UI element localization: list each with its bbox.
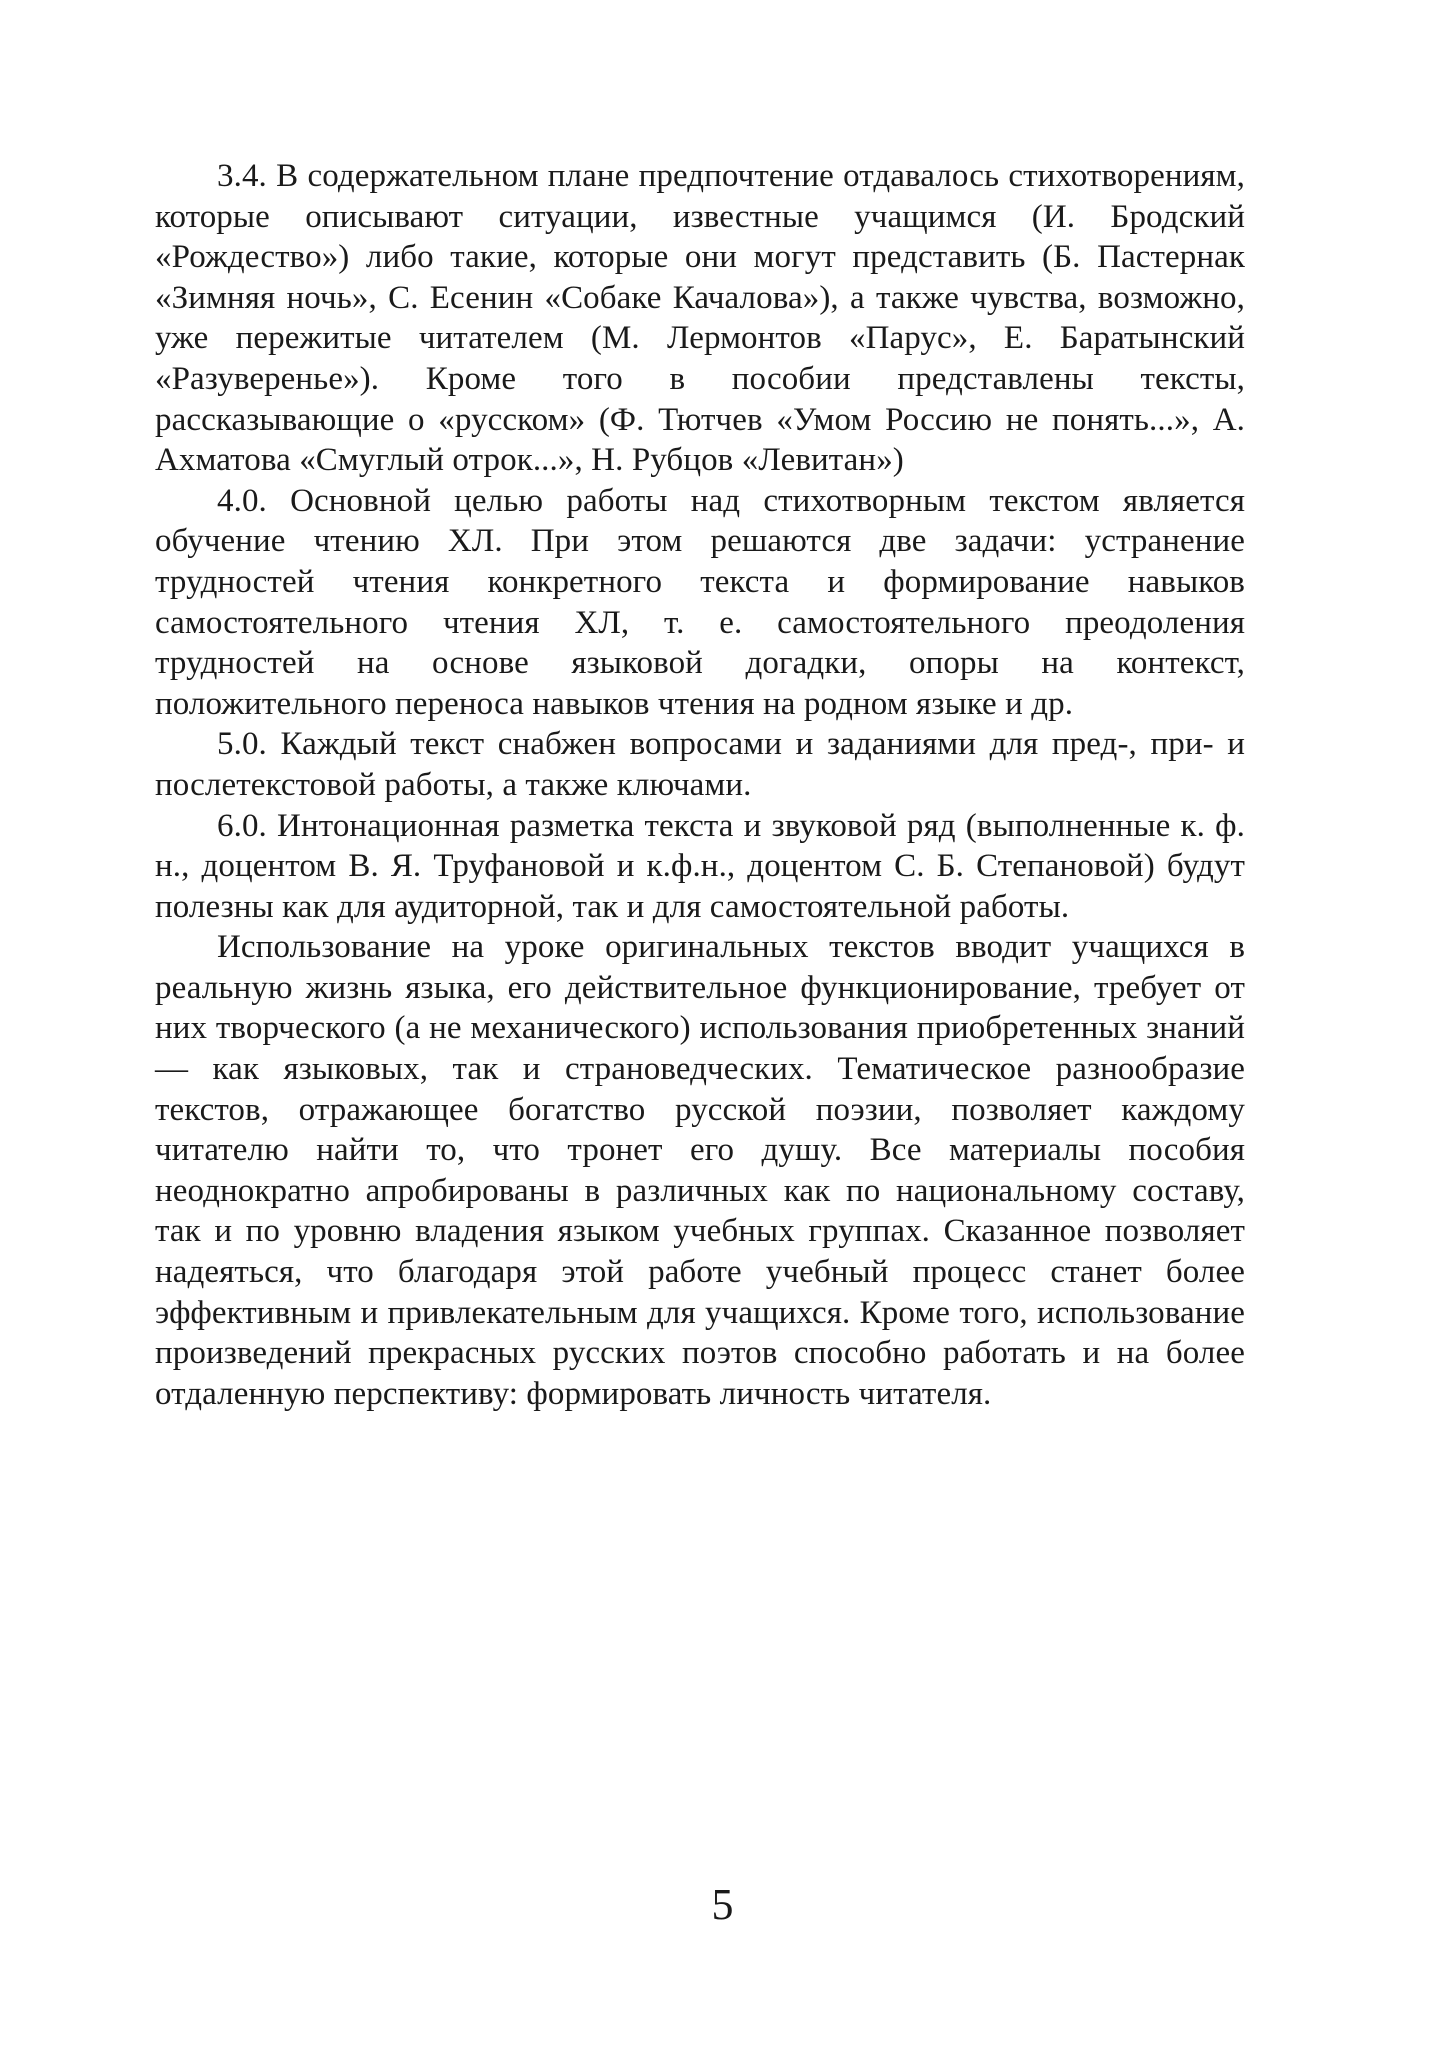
paragraph-3-4: 3.4. В содержательном плане предпочтение отдавалось стихотворениям, которые описывают ситуации, известные учащимся (И. Бродский «Рождество») либо такие, которые они могут представить (Б. Пастернак «Зимняя ночь», С. Есенин «Собаке Качалова»), а также чувства, возможно, уже пережитые читателем (М. Лермонтов «Парус», Е. Баратынский «Разуверенье»). Кроме того в пособии представлены тексты, рассказывающие о «русском» (Ф. Тютчев «Умом Россию не понять...», А. Ахматова «Смуглый отрок...», Н. Рубцов «Левитан») [155,158,1245,479]
paragraph-6-0: 6.0. Интонационная разметка текста и звуковой ряд (выполненные к. ф. н., доцентом В. Я. Труфановой и к.ф.н., доцентом С. Б. Степановой) будут полезны как для аудиторной, так и для самостоятельной работы. [155,807,1245,925]
paragraph-5-0: 5.0. Каждый текст снабжен вопросами и заданиями для пред-, при- и послетекстовой работы, а также ключами. [155,726,1245,803]
paragraph-conclusion: Использование на уроке оригинальных текстов вводит учащихся в реальную жизнь языка, его действительное функционирование, требует от них творческого (а не механического) использования приобретенных знаний — как языковых, так и страноведческих. Тематическое разнообразие текстов, отражающее богатство русской поэзии, позволяет каждому читателю найти то, что тронет его душу. Все материалы пособия неоднократно апробированы в различных как по национальному составу, так и по уровню владения языком учебных группах. Сказанное позволяет надеяться, что благодаря этой работе учебный процесс станет более эффективным и привлекательным для учащихся. Кроме того, использование произведений прекрасных русских поэтов способно работать и на более отдаленную перспективу: формировать личность читателя. [155,929,1245,1412]
page-number: 5 [711,1880,734,1929]
paragraph-4-0: 4.0. Основной целью работы над стихотворным текстом является обучение чтению ХЛ. При этом решаются две задачи: устранение трудностей чтения конкретного текста и формирование навыков самостоятельного чтения ХЛ, т. е. самостоятельного преодоления трудностей на основе языковой догадки, опоры на контекст, положительного переноса навыков чтения на родном языке и др. [155,482,1245,722]
body-text [155,156,1245,1414]
